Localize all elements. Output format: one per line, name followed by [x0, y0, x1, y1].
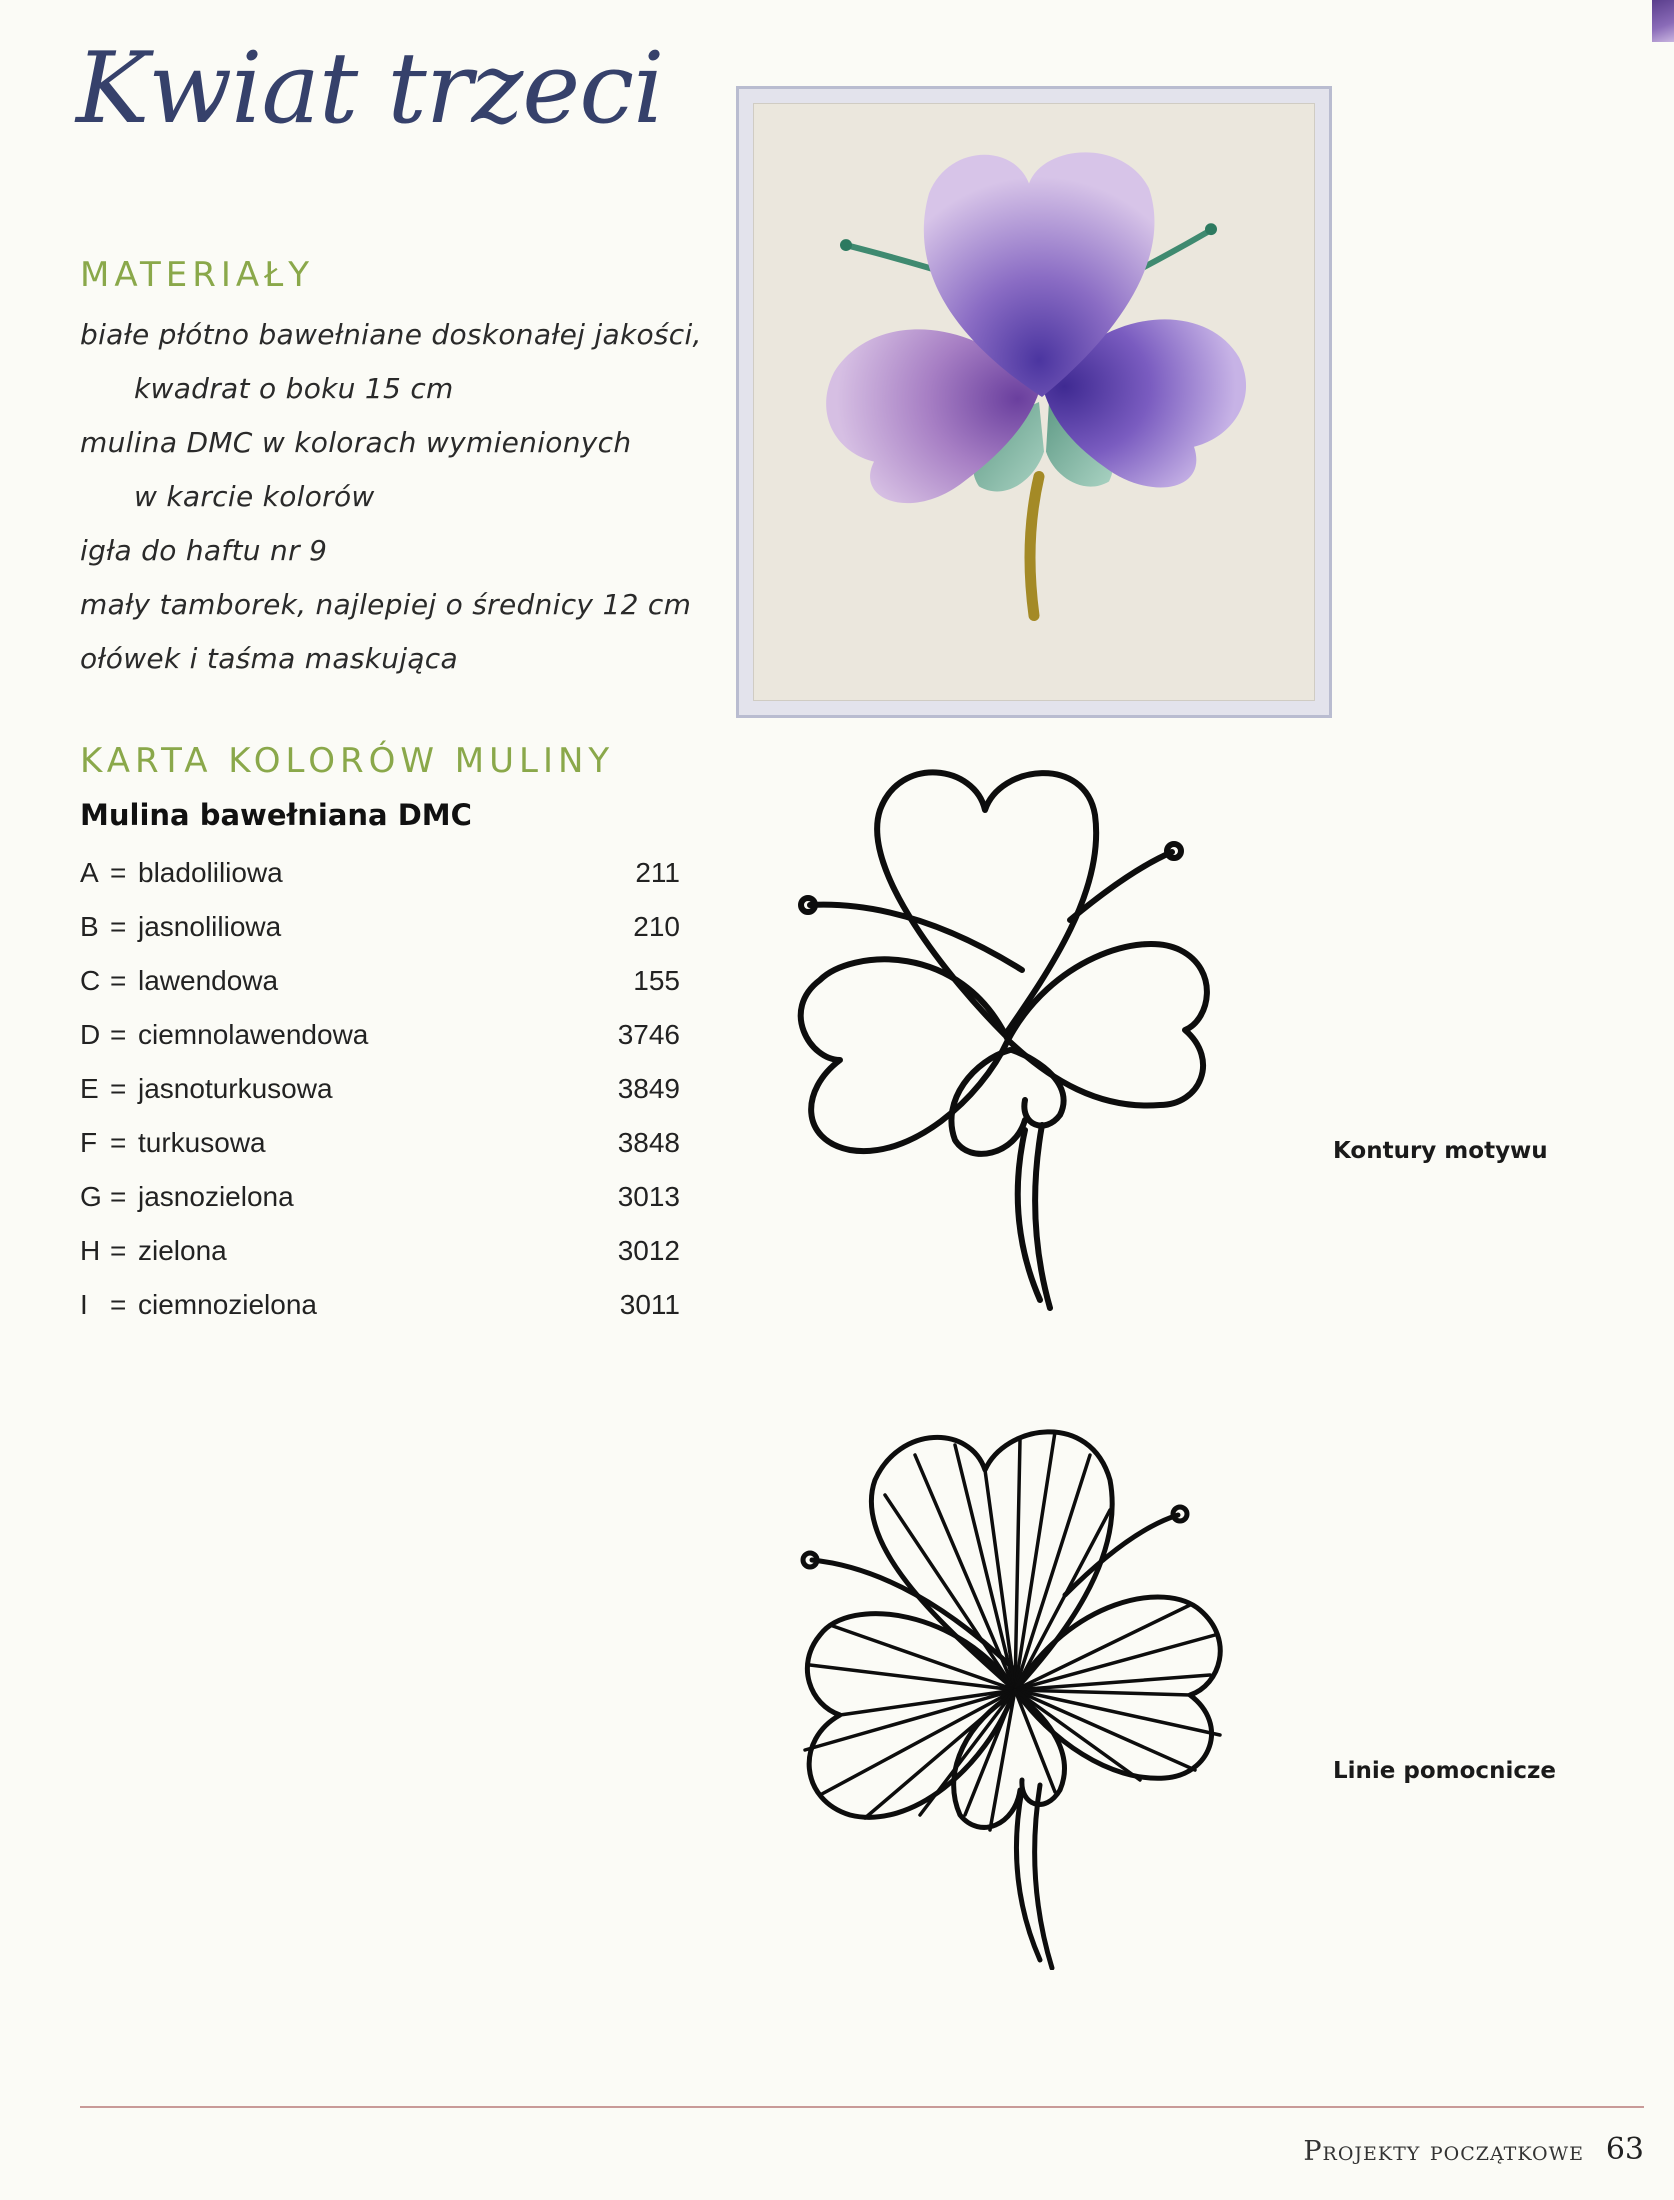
- material-item-text: ołówek i taśma maskująca: [80, 642, 458, 675]
- color-code: 3849: [617, 1073, 680, 1104]
- color-equals: =: [110, 1181, 127, 1212]
- color-name: ciemnozielona: [138, 1289, 317, 1320]
- page-number: 63: [1605, 2132, 1644, 2167]
- color-letter: E: [80, 1073, 99, 1104]
- color-letter: A: [80, 857, 99, 888]
- embroidery-photo-frame: [736, 86, 1332, 718]
- color-letter: I: [80, 1289, 88, 1320]
- color-row: [80, 846, 680, 900]
- footer-rule: [80, 2106, 1644, 2108]
- color-chart-heading: KARTA KOLORÓW MULINY: [80, 741, 615, 781]
- material-item-text: mały tamborek, najlepiej o średnicy 12 cm: [80, 588, 692, 621]
- color-row: [80, 900, 680, 954]
- color-table: [80, 846, 680, 1332]
- embroidered-flower-image: [754, 104, 1314, 700]
- color-row: [80, 1116, 680, 1170]
- color-letter: C: [80, 965, 101, 996]
- color-letter: H: [80, 1235, 101, 1266]
- flower-guides-drawing: [790, 1420, 1240, 1970]
- guides-diagram: [790, 1420, 1240, 1970]
- materials-list: [80, 308, 702, 686]
- color-name: jasnoturkusowa: [138, 1073, 333, 1104]
- color-row: [80, 1008, 680, 1062]
- color-name: ciemnolawendowa: [138, 1019, 369, 1050]
- material-item: [80, 578, 702, 632]
- color-name: lawendowa: [138, 965, 279, 996]
- color-row: [80, 1278, 680, 1332]
- color-equals: =: [110, 965, 127, 996]
- page-title: Kwiat trzeci: [76, 32, 664, 146]
- color-code: 3013: [617, 1181, 680, 1212]
- material-item-continuation: kwadrat o boku 15 cm: [134, 372, 454, 405]
- color-equals: =: [110, 857, 127, 888]
- material-item-text: mulina DMC w kolorach wymienionych: [80, 426, 632, 459]
- running-head: Projekty początkowe: [1303, 2136, 1584, 2167]
- outline-caption: Kontury motywu: [1333, 1138, 1548, 1164]
- color-equals: =: [110, 1127, 127, 1158]
- color-name: zielona: [138, 1235, 227, 1266]
- material-item: [80, 308, 702, 416]
- color-equals: =: [110, 911, 127, 942]
- corner-color-swatch: [1652, 0, 1674, 42]
- color-code: 211: [635, 857, 680, 888]
- outline-diagram: [780, 760, 1240, 1330]
- color-code: 3011: [619, 1289, 680, 1320]
- color-row: [80, 1062, 680, 1116]
- materials-heading: MATERIAŁY: [80, 255, 314, 295]
- material-item-continuation: w karcie kolorów: [134, 480, 375, 513]
- color-name: bladoliliowa: [138, 857, 283, 888]
- color-code: 3746: [617, 1019, 680, 1050]
- material-item: [80, 632, 702, 686]
- color-name: jasnoliliowa: [138, 911, 282, 942]
- color-letter: B: [80, 911, 99, 942]
- color-letter: F: [80, 1127, 98, 1158]
- color-equals: =: [110, 1019, 127, 1050]
- color-name: jasnozielona: [138, 1181, 294, 1212]
- color-row: [80, 1224, 680, 1278]
- material-item: [80, 416, 702, 524]
- color-code: 3012: [617, 1235, 680, 1266]
- color-code: 3848: [617, 1127, 680, 1158]
- dmc-subheading: Mulina bawełniana DMC: [80, 798, 472, 832]
- material-item-text: igła do haftu nr 9: [80, 534, 328, 567]
- color-equals: =: [110, 1073, 127, 1104]
- color-code: 155: [633, 965, 680, 996]
- flower-outline-drawing: [780, 760, 1240, 1330]
- embroidery-photo: [753, 103, 1315, 701]
- guides-caption: Linie pomocnicze: [1333, 1758, 1556, 1784]
- color-letter: G: [80, 1181, 102, 1212]
- material-item-text: białe płótno bawełniane doskonałej jakości,: [80, 318, 702, 351]
- color-letter: D: [80, 1019, 101, 1050]
- material-item: [80, 524, 702, 578]
- color-code: 210: [633, 911, 680, 942]
- color-row: [80, 1170, 680, 1224]
- color-name: turkusowa: [138, 1127, 266, 1158]
- color-equals: =: [110, 1289, 127, 1320]
- color-row: [80, 954, 680, 1008]
- color-equals: =: [110, 1235, 127, 1266]
